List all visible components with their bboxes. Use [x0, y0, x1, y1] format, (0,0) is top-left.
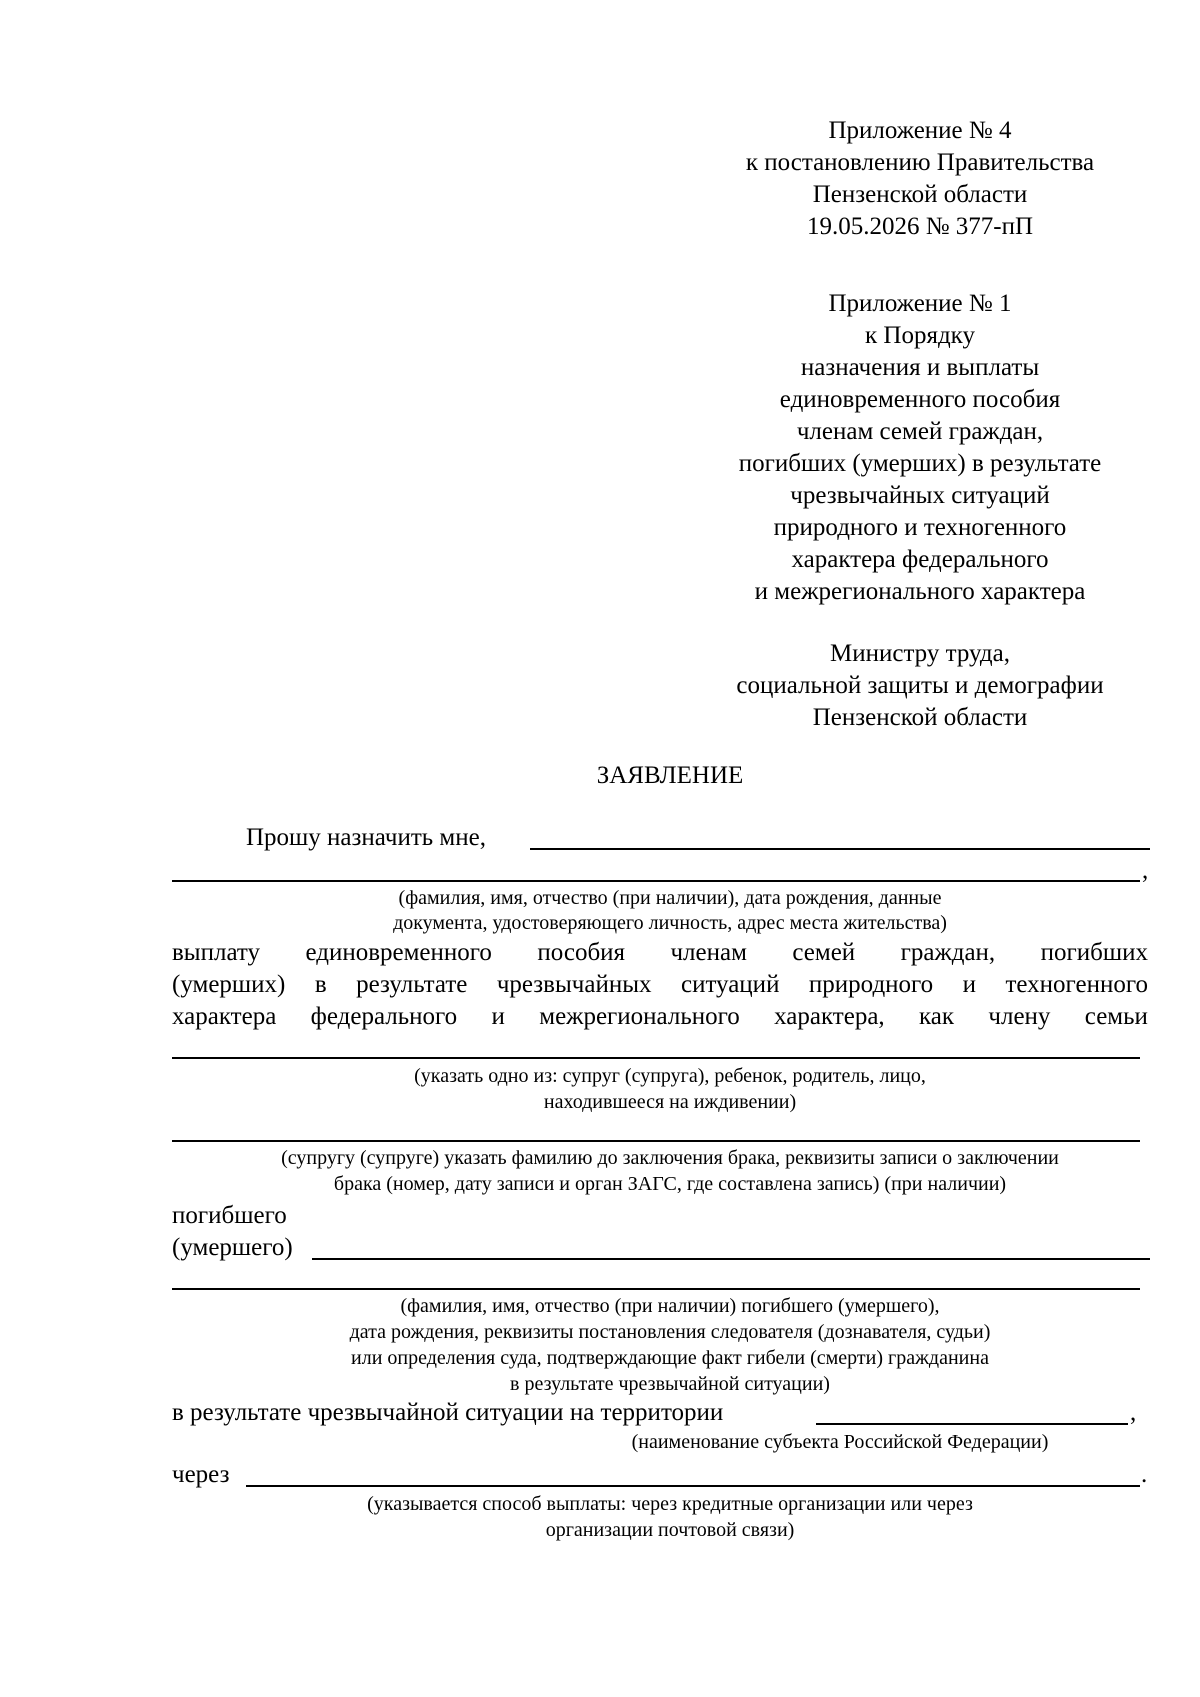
deceased-label-1: погибшего: [172, 1202, 287, 1229]
applicant-line-1[interactable]: [530, 848, 1150, 850]
word: семей: [792, 939, 856, 966]
appendix1-line4: единовременного пособия: [779, 386, 1061, 413]
word: в: [314, 971, 327, 998]
word: как: [919, 1003, 955, 1030]
word: федерального: [310, 1003, 458, 1030]
deceased-line-2[interactable]: [172, 1288, 1140, 1290]
word: граждан,: [900, 939, 996, 966]
hint-applicant-line2: документа, удостоверяющего личность, адрес места жительства): [393, 912, 947, 934]
appendix4-line3: Пензенской области: [812, 181, 1028, 208]
appendix1-line3: назначения и выплаты: [800, 354, 1040, 381]
addressee-line2: социальной защиты и демографии: [736, 672, 1104, 699]
word: и: [962, 971, 977, 998]
word: характера: [172, 1003, 277, 1030]
comma-1: ,: [1142, 857, 1149, 884]
request-prefix: Прошу назначить мне,: [246, 824, 486, 851]
appendix1-line1: Приложение № 1: [828, 290, 1012, 317]
word: природного: [808, 971, 934, 998]
appendix1-line5: членам семей граждан,: [796, 418, 1044, 445]
word: ситуаций: [680, 971, 780, 998]
hint-applicant-line1: (фамилия, имя, отчество (при наличии), дата рождения, данные: [398, 887, 942, 909]
hint-territory: (наименование субъекта Российской Федерации): [631, 1431, 1049, 1453]
paragraph-line2: [172, 972, 1148, 997]
word: чрезвычайных: [496, 971, 652, 998]
word: члену: [988, 1003, 1051, 1030]
word: (умерших): [172, 971, 286, 998]
appendix1-line7: чрезвычайных ситуаций: [790, 482, 1050, 509]
word: техногенного: [1005, 971, 1148, 998]
hint-relation-line1: (указать одно из: супруг (супруга), ребенок, родитель, лицо,: [414, 1065, 926, 1087]
spouse-details-line[interactable]: [172, 1140, 1140, 1142]
appendix1-line8: природного и техногенного: [773, 514, 1067, 541]
word: семьи: [1084, 1003, 1148, 1030]
territory-line[interactable]: [816, 1423, 1128, 1425]
hint-spouse-line1: (супругу (супруге) указать фамилию до заключения брака, реквизиты записи о заключении: [281, 1147, 1059, 1169]
territory-prefix: в результате чрезвычайной ситуации на территории: [172, 1399, 724, 1426]
via-prefix: через: [172, 1461, 230, 1488]
hint-payment-line2: организации почтовой связи): [545, 1519, 795, 1541]
hint-spouse-line2: брака (номер, дату записи и орган ЗАГС, где составлена запись) (при наличии): [333, 1173, 1007, 1195]
document-title: ЗАЯВЛЕНИЕ: [596, 762, 744, 789]
word: членам: [670, 939, 747, 966]
word: характера,: [774, 1003, 885, 1030]
applicant-line-2[interactable]: [172, 880, 1140, 882]
appendix1-line6: погибших (умерших) в результате: [738, 450, 1102, 477]
period: .: [1141, 1461, 1148, 1488]
hint-deceased-line1: (фамилия, имя, отчество (при наличии) погибшего (умершего),: [400, 1295, 940, 1317]
paragraph-line1: [172, 940, 1148, 965]
appendix1-line9: характера федерального: [791, 546, 1049, 573]
word: пособия: [537, 939, 626, 966]
word: и: [491, 1003, 505, 1030]
addressee-line1: Министру труда,: [829, 640, 1010, 667]
comma-2: ,: [1130, 1399, 1137, 1426]
deceased-label-2: (умершего): [172, 1234, 293, 1261]
hint-relation-line2: находившееся на иждивении): [543, 1091, 797, 1113]
hint-deceased-line4: в результате чрезвычайной ситуации): [510, 1373, 830, 1395]
hint-deceased-line3: или определения суда, подтверждающие факт гибели (смерти) гражданина: [351, 1347, 989, 1369]
word: результате: [356, 971, 468, 998]
word: выплату: [172, 939, 261, 966]
hint-payment-line1: (указывается способ выплаты: через кредитные организации или через: [367, 1493, 973, 1515]
appendix4-line4: 19.05.2026 № 377-пП: [806, 213, 1034, 240]
appendix1-line10: и межрегионального характера: [754, 578, 1086, 605]
deceased-line-1[interactable]: [312, 1258, 1150, 1260]
word: межрегионального: [539, 1003, 740, 1030]
addressee-line3: Пензенской области: [812, 704, 1028, 731]
appendix4-line2: к постановлению Правительства: [745, 149, 1095, 176]
appendix1-line2: к Порядку: [865, 322, 975, 349]
word: единовременного: [305, 939, 492, 966]
payment-method-line[interactable]: [246, 1485, 1140, 1487]
hint-deceased-line2: дата рождения, реквизиты постановления следователя (дознавателя, судьи): [349, 1321, 991, 1343]
paragraph-line3: [172, 1004, 1148, 1029]
word: погибших: [1040, 939, 1148, 966]
relation-line[interactable]: [172, 1057, 1140, 1059]
appendix4-line1: Приложение № 4: [828, 117, 1012, 144]
